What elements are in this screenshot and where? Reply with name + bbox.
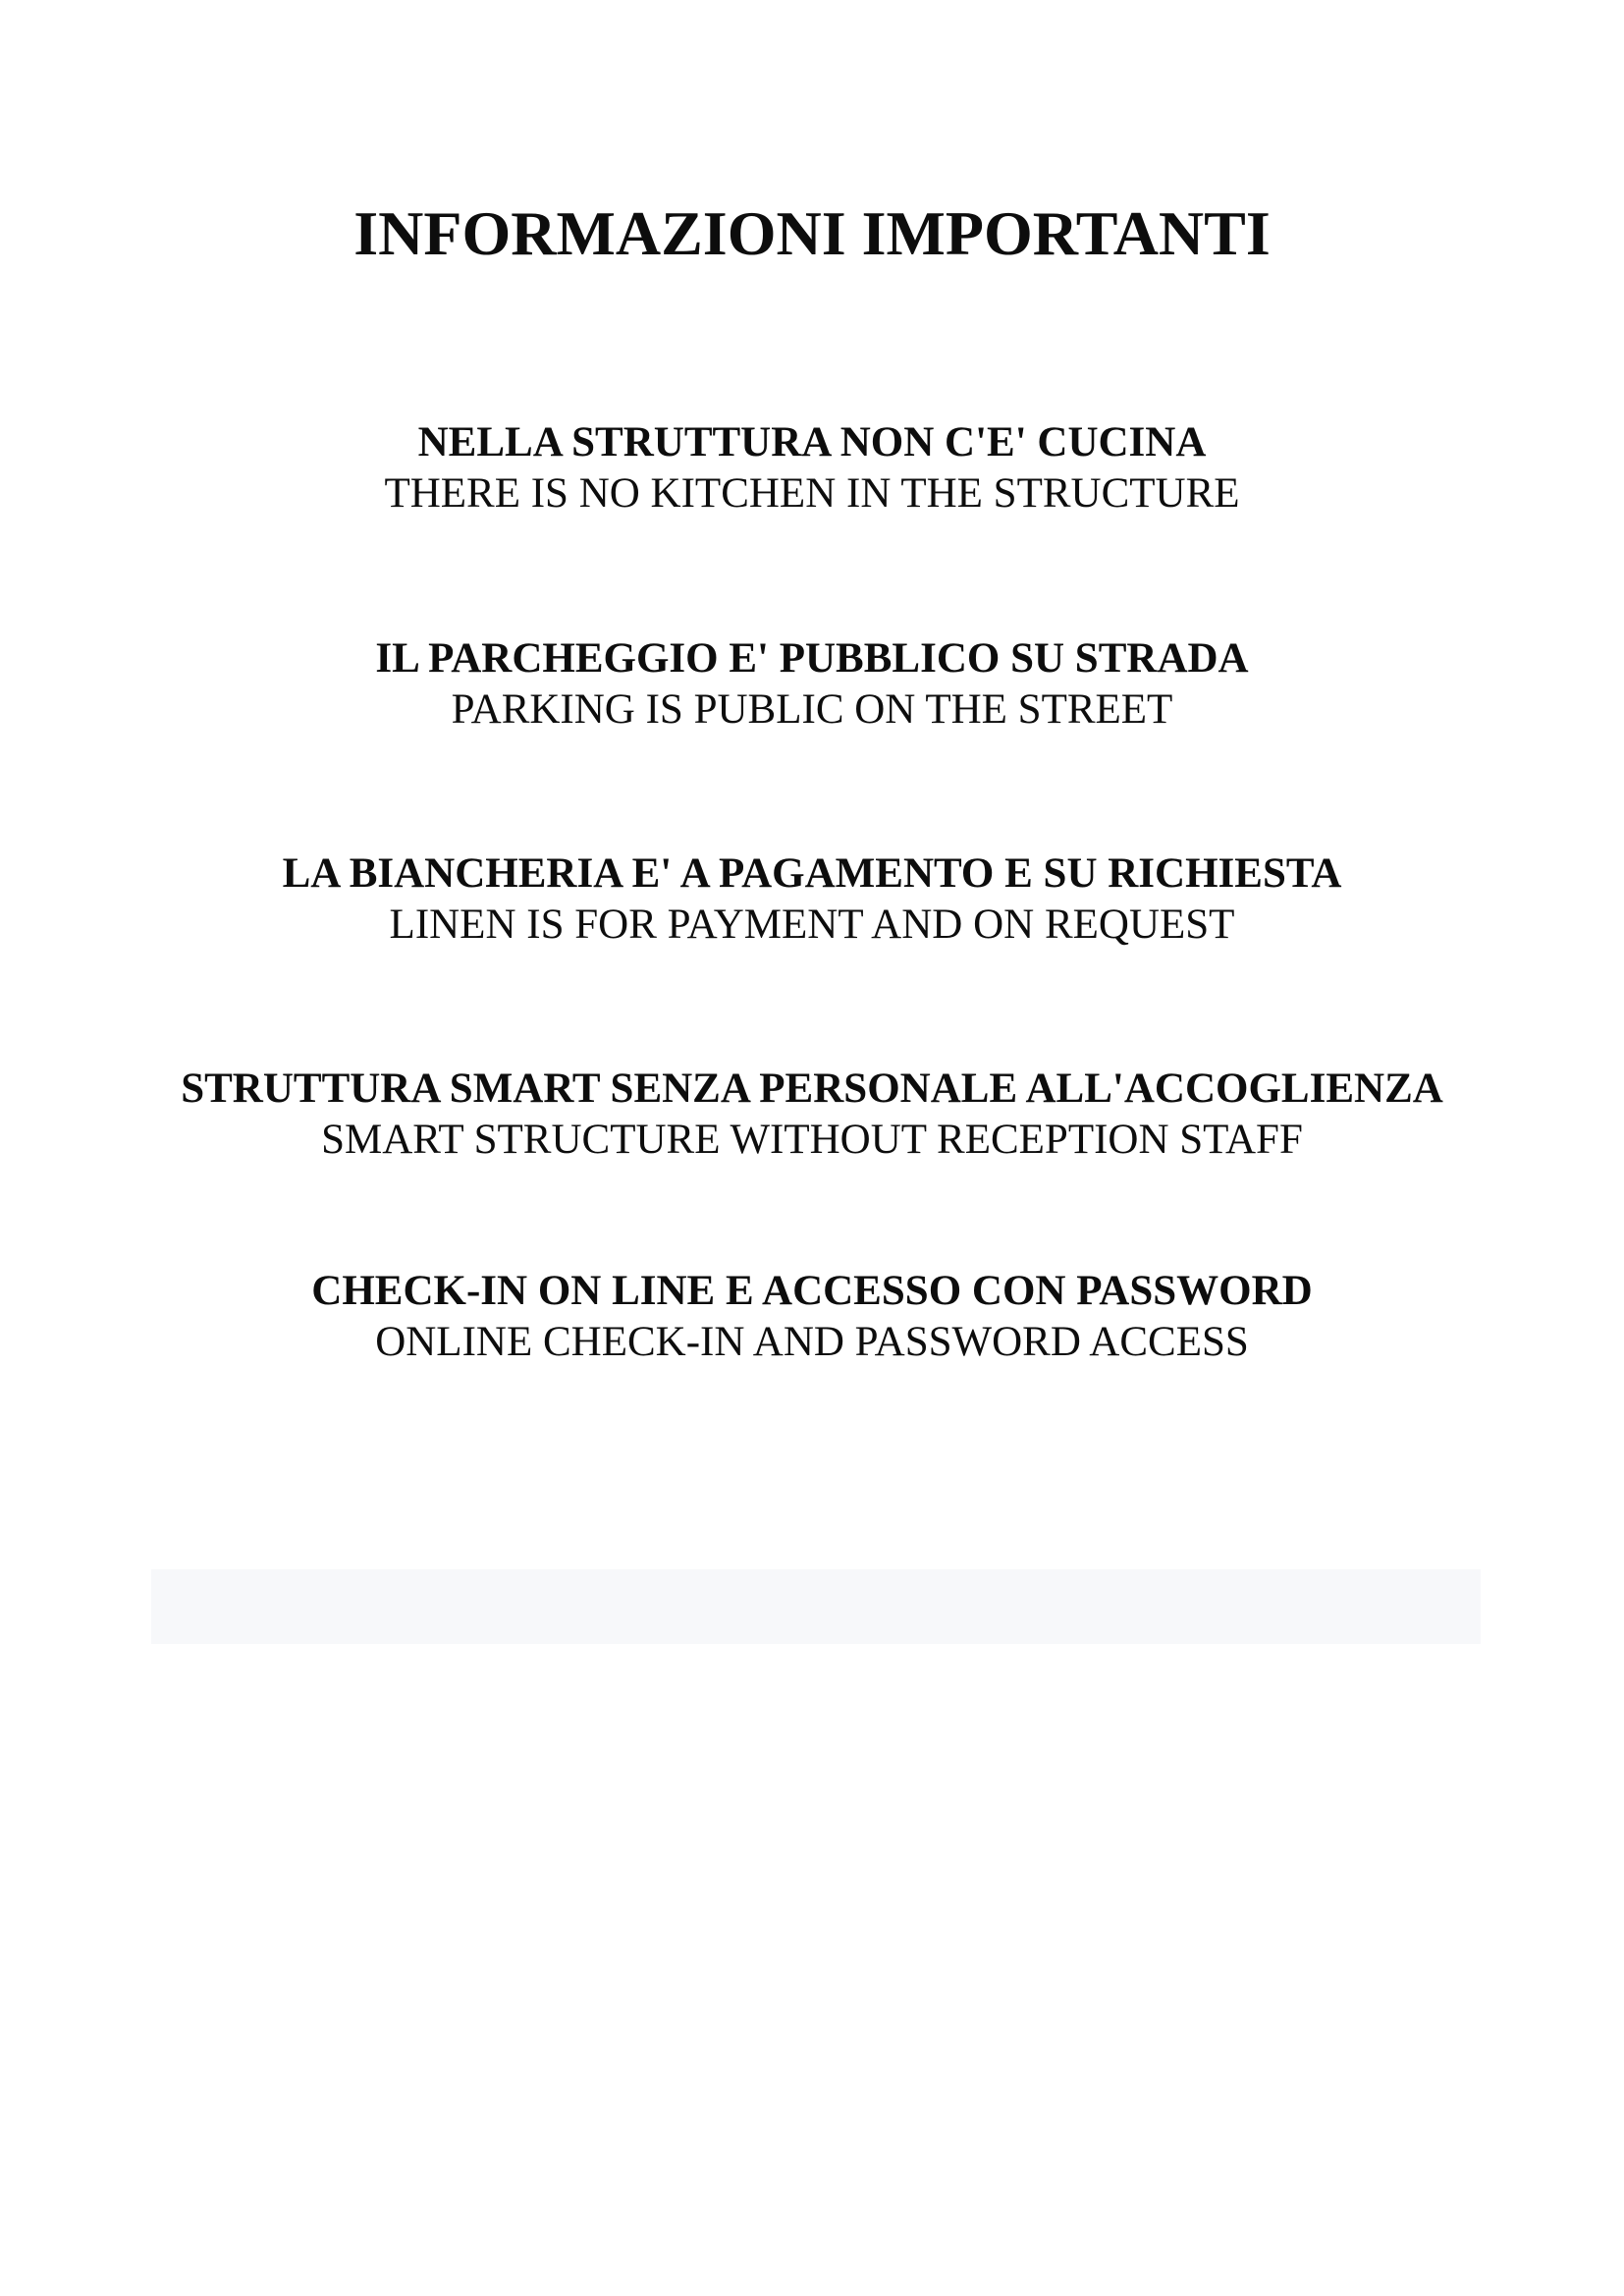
- notice-linen-payment: [0, 848, 1624, 951]
- notice-italian-text: IL PARCHEGGIO E' PUBBLICO SU STRADA: [375, 635, 1249, 682]
- notice-italian-text: NELLA STRUTTURA NON C'E' CUCINA: [417, 419, 1207, 465]
- blank-band: [151, 1569, 1481, 1644]
- notice-italian-text: STRUTTURA SMART SENZA PERSONALE ALL'ACCOGLIENZA: [181, 1066, 1443, 1112]
- notice-no-kitchen: [0, 417, 1624, 519]
- notice-online-checkin: [0, 1266, 1624, 1368]
- page-title: INFORMAZIONI IMPORTANTI: [353, 198, 1271, 268]
- notice-english-text: LINEN IS FOR PAYMENT AND ON REQUEST: [389, 902, 1235, 948]
- notice-smart-structure: [0, 1064, 1624, 1166]
- notice-public-parking: [0, 633, 1624, 736]
- notice-english-text: THERE IS NO KITCHEN IN THE STRUCTURE: [384, 470, 1240, 517]
- notice-english-text: PARKING IS PUBLIC ON THE STREET: [451, 686, 1173, 733]
- notice-english-text: SMART STRUCTURE WITHOUT RECEPTION STAFF: [321, 1117, 1303, 1163]
- notice-italian-text: CHECK-IN ON LINE E ACCESSO CON PASSWORD: [311, 1268, 1313, 1314]
- notice-italian-text: LA BIANCHERIA E' A PAGAMENTO E SU RICHIESTA: [282, 850, 1342, 897]
- notice-english-text: ONLINE CHECK-IN AND PASSWORD ACCESS: [375, 1319, 1249, 1365]
